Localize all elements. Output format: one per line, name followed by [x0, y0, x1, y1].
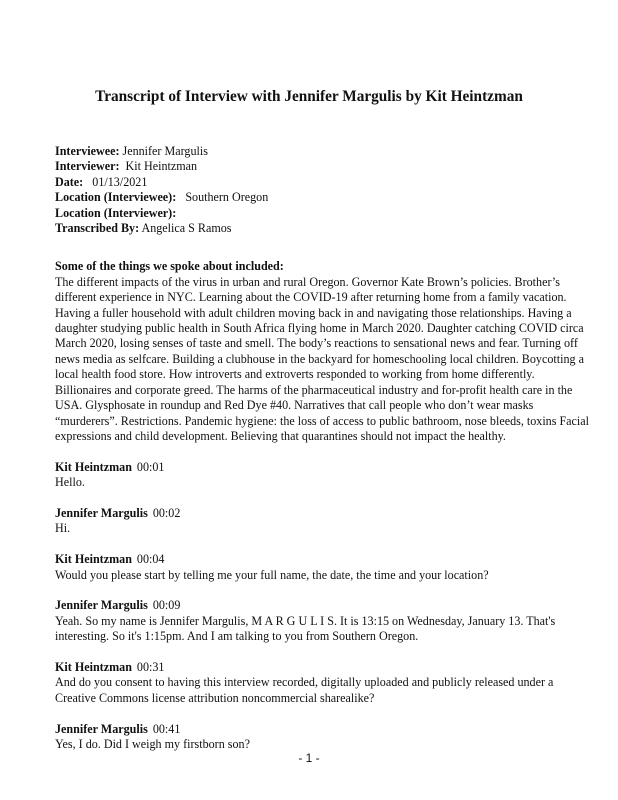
speaker-name: Jennifer Margulis	[55, 505, 148, 520]
speaker-name: Jennifer Margulis	[55, 721, 148, 736]
metadata-block	[55, 144, 595, 236]
meta-value: 01/13/2021	[86, 174, 148, 189]
timestamp: 00:04	[136, 552, 165, 567]
meta-location-interviewer	[55, 206, 595, 221]
meta-value: Angelica S Ramos	[141, 221, 232, 236]
meta-label: Interviewer:	[55, 159, 120, 174]
utterance: Yeah. So my name is Jennifer Margulis, M A R G U L I S. It is 13:15 on Wednesday, January 13. That's interesting. So it's 1:15pm. And I am talking to you from Southern Oregon.	[55, 613, 556, 644]
summary-section	[55, 259, 595, 444]
transcript-turn	[55, 460, 595, 491]
utterance: Would you please start by telling me your full name, the date, the time and your location?	[55, 567, 489, 582]
meta-label: Date:	[55, 174, 84, 189]
meta-date	[55, 175, 595, 190]
transcript-turn	[55, 552, 595, 583]
meta-value: Jennifer Margulis	[122, 144, 208, 158]
meta-transcribed-by	[55, 221, 595, 236]
spacer	[55, 236, 595, 259]
page-number: - 1 -	[298, 751, 320, 765]
utterance: Hello.	[55, 475, 85, 490]
summary-body: The different impacts of the virus in urban and rural Oregon. Governor Kate Brown’s policies. Brother’s different experience in NYC. Learning about the COVID-19 after returning home from a family vacation. Having a fuller household with adult children moving back in and navigating those relationships. Having a daughter studying public health in South Africa flying home in March 2020. Daughter catching COVID circa March 2020, losing senses of taste and smell. The body’s reactions to sensational news and fear. Turning off news media as selfcare. Building a clubhouse in the backyard for homeschooling local children. Boycotting a local health food store. How introverts and extroverts responded to working from home differently. Billionaires and corporate greed. The harms of the pharmaceutical industry and for-profit health care in the USA. Glysphosate in roundup and Red Dye #40. Narratives that call people who don’t wear masks “murderers”. Restrictions. Pandemic hygiene: the loss of access to public bathroom, nose bleeds, toxins Facial expressions and child development. Believing that quarantines should not impact the healthy.	[55, 274, 590, 443]
transcript-turn	[55, 598, 595, 644]
meta-label: Transcribed By:	[55, 221, 140, 236]
utterance: Yes, I do. Did I weigh my firstborn son?	[55, 736, 250, 751]
utterance: And do you consent to having this interview recorded, digitally uploaded and publicly released under a Creative Commons license attribution noncommercial sharealike?	[55, 675, 554, 705]
timestamp: 00:02	[152, 505, 181, 520]
meta-value: Southern Oregon	[179, 190, 269, 205]
timestamp: 00:41	[152, 721, 181, 736]
speaker-name: Kit Heintzman	[55, 459, 132, 474]
transcript-turn	[55, 506, 595, 537]
document-body	[55, 144, 595, 752]
meta-interviewee	[55, 144, 595, 159]
timestamp: 00:01	[136, 459, 165, 474]
speaker-name: Kit Heintzman	[55, 552, 132, 567]
meta-label: Location (Interviewee):	[55, 190, 177, 205]
timestamp: 00:31	[136, 659, 165, 674]
speaker-name: Kit Heintzman	[55, 659, 132, 674]
meta-label: Location (Interviewer):	[55, 205, 177, 220]
meta-value: Kit Heintzman	[122, 159, 198, 174]
timestamp: 00:09	[152, 598, 181, 613]
meta-label: Interviewee:	[55, 144, 120, 158]
meta-location-interviewee	[55, 190, 595, 205]
meta-interviewer	[55, 159, 595, 174]
transcript-turn	[55, 722, 595, 753]
document-title: Transcript of Interview with Jennifer Margulis by Kit Heintzman	[95, 88, 523, 105]
summary-heading: Some of the things we spoke about included:	[55, 259, 284, 274]
transcript-turn	[55, 660, 595, 706]
utterance: Hi.	[55, 521, 71, 536]
speaker-name: Jennifer Margulis	[55, 598, 148, 613]
